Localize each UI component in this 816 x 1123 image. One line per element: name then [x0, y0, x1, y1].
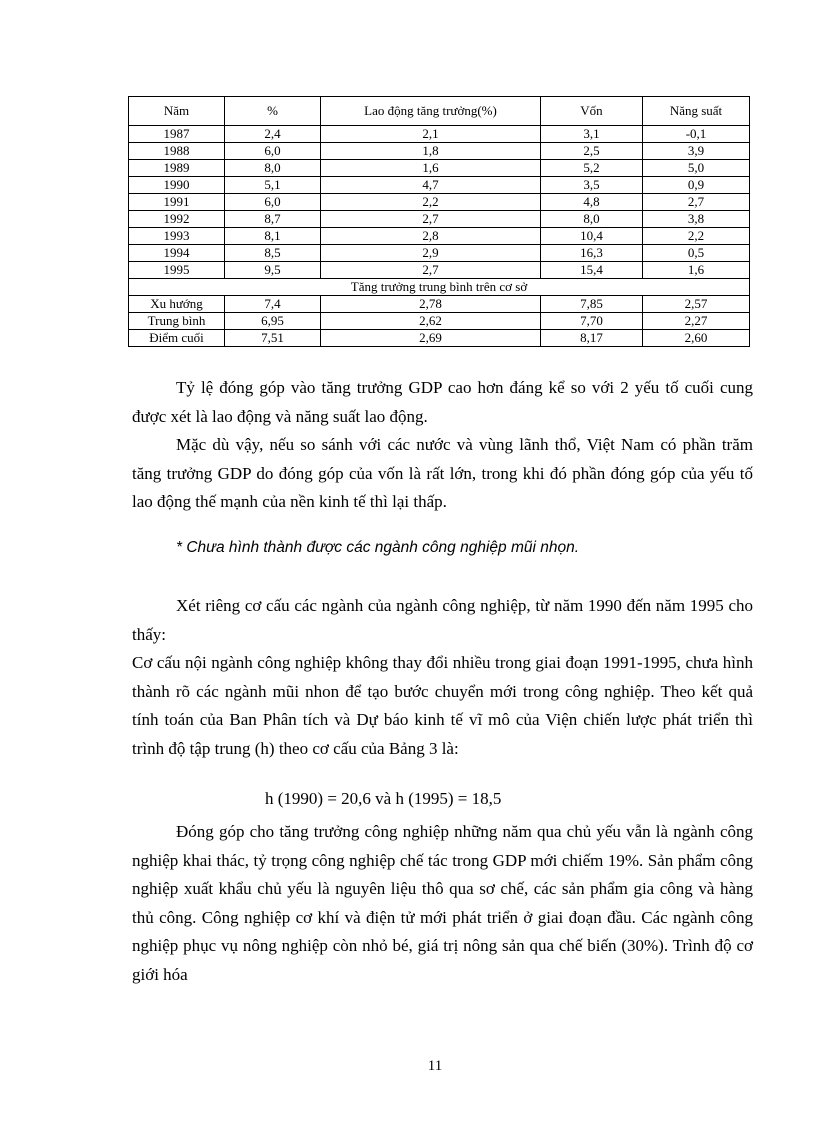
cell: 2,69 — [321, 330, 541, 347]
cell: Trung bình — [129, 313, 225, 330]
cell: 7,70 — [541, 313, 643, 330]
concentration-formula: h (1990) = 20,6 và h (1995) = 18,5 — [265, 789, 502, 808]
paragraph-internal-structure: Cơ cấu nội ngành công nghiệp không thay đổi nhiều trong giai đoạn 1991-1995, chưa hình thành rõ các ngành mũi nhon để tạo bước chuyển mới trong công nghiệp. Theo kết quả tính toán của Ban Phân tích và Dự báo kinh tế vĩ mô của Viện chiến lược phát triển thì trình độ tập trung (h) theo cơ cấu của Bảng 3 là: — [132, 653, 753, 758]
cell: 6,0 — [225, 194, 321, 211]
cell: 3,5 — [541, 177, 643, 194]
summary-row — [129, 296, 750, 313]
cell: 10,4 — [541, 228, 643, 245]
cell: 15,4 — [541, 262, 643, 279]
table-row — [129, 143, 750, 160]
cell: 2,7 — [643, 194, 750, 211]
section-label: Tăng trưởng trung bình trên cơ sở — [129, 279, 750, 296]
cell: 8,5 — [225, 245, 321, 262]
table-row — [129, 245, 750, 262]
cell: 1995 — [129, 262, 225, 279]
cell: 4,7 — [321, 177, 541, 194]
cell: 8,17 — [541, 330, 643, 347]
cell: 2,78 — [321, 296, 541, 313]
cell: 1987 — [129, 126, 225, 143]
header-percent: % — [225, 97, 321, 126]
cell: 3,1 — [541, 126, 643, 143]
cell: 2,57 — [643, 296, 750, 313]
cell: 5,0 — [643, 160, 750, 177]
cell: -0,1 — [643, 126, 750, 143]
header-year: Năm — [129, 97, 225, 126]
cell: 8,7 — [225, 211, 321, 228]
header-labor-growth: Lao động tăng trưởng(%) — [321, 97, 541, 126]
header-capital: Vốn — [541, 97, 643, 126]
cell: 0,5 — [643, 245, 750, 262]
cell: 3,9 — [643, 143, 750, 160]
cell: 2,9 — [321, 245, 541, 262]
cell: 7,4 — [225, 296, 321, 313]
cell: 7,51 — [225, 330, 321, 347]
cell: 5,2 — [541, 160, 643, 177]
cell: 1992 — [129, 211, 225, 228]
cell: 8,0 — [541, 211, 643, 228]
cell: 8,1 — [225, 228, 321, 245]
summary-row — [129, 313, 750, 330]
cell: 7,85 — [541, 296, 643, 313]
header-productivity: Năng suất — [643, 97, 750, 126]
cell: 1993 — [129, 228, 225, 245]
cell: 2,2 — [321, 194, 541, 211]
cell: 4,8 — [541, 194, 643, 211]
cell: 1991 — [129, 194, 225, 211]
cell: 5,1 — [225, 177, 321, 194]
table-header-row — [129, 97, 750, 126]
cell: 2,2 — [643, 228, 750, 245]
cell: 1990 — [129, 177, 225, 194]
page-number: 11 — [427, 1058, 443, 1074]
growth-table — [128, 96, 750, 347]
paragraph-growth-contribution: Đóng góp cho tăng trưởng công nghiệp những năm qua chủ yếu vẫn là ngành công nghiệp khai thác, tỷ trọng công nghiệp chế tác trong GDP mới chiếm 19%. Sản phẩm công nghiệp xuất khẩu chủ yếu là nguyên liệu thô qua sơ chế, các sản phẩm gia công và hàng thủ công. Công nghiệp cơ khí và điện tử mới phát triển ở giai đoạn đầu. Các ngành công nghiệp phục vụ nông nghiệp còn nhỏ bé, giá trị nông sản qua chế biến (30%). Trình độ cơ giới hóa — [132, 822, 753, 984]
cell: 1,6 — [643, 262, 750, 279]
cell: 2,27 — [643, 313, 750, 330]
table-row — [129, 177, 750, 194]
cell: Điểm cuối — [129, 330, 225, 347]
cell: 3,8 — [643, 211, 750, 228]
table-section-row — [129, 279, 750, 296]
table-row — [129, 211, 750, 228]
cell: 16,3 — [541, 245, 643, 262]
cell: 2,5 — [541, 143, 643, 160]
paragraph-comparison: Mặc dù vậy, nếu so sánh với các nước và vùng lãnh thổ, Việt Nam có phần trăm tăng trưởng GDP do đóng góp của vốn là rất lớn, trong khi đó phần đóng góp của yếu tố lao động thế mạnh của nền kinh tế thì lại thấp. — [132, 435, 753, 511]
paragraph-industry-structure: Xét riêng cơ cấu các ngành của ngành công nghiệp, từ năm 1990 đến năm 1995 cho thấy: — [132, 596, 753, 644]
cell: 1989 — [129, 160, 225, 177]
paragraph-contribution: Tỷ lệ đóng góp vào tăng trưởng GDP cao hơn đáng kể so với 2 yếu tố cuối cung được xét là lao động và năng suất lao động. — [132, 378, 753, 426]
summary-row — [129, 330, 750, 347]
cell: 1,6 — [321, 160, 541, 177]
cell: 2,60 — [643, 330, 750, 347]
cell: 1,8 — [321, 143, 541, 160]
cell: Xu hướng — [129, 296, 225, 313]
table-row — [129, 126, 750, 143]
cell: 1994 — [129, 245, 225, 262]
italic-note: * Chưa hình thành được các ngành công nghiệp mũi nhọn. — [176, 539, 580, 556]
table-row — [129, 194, 750, 211]
cell: 1988 — [129, 143, 225, 160]
cell: 8,0 — [225, 160, 321, 177]
cell: 2,8 — [321, 228, 541, 245]
cell: 6,0 — [225, 143, 321, 160]
table-row — [129, 160, 750, 177]
cell: 2,1 — [321, 126, 541, 143]
cell: 2,7 — [321, 211, 541, 228]
cell: 2,62 — [321, 313, 541, 330]
cell: 6,95 — [225, 313, 321, 330]
cell: 0,9 — [643, 177, 750, 194]
cell: 2,7 — [321, 262, 541, 279]
cell: 9,5 — [225, 262, 321, 279]
cell: 2,4 — [225, 126, 321, 143]
table-row — [129, 262, 750, 279]
table-row — [129, 228, 750, 245]
